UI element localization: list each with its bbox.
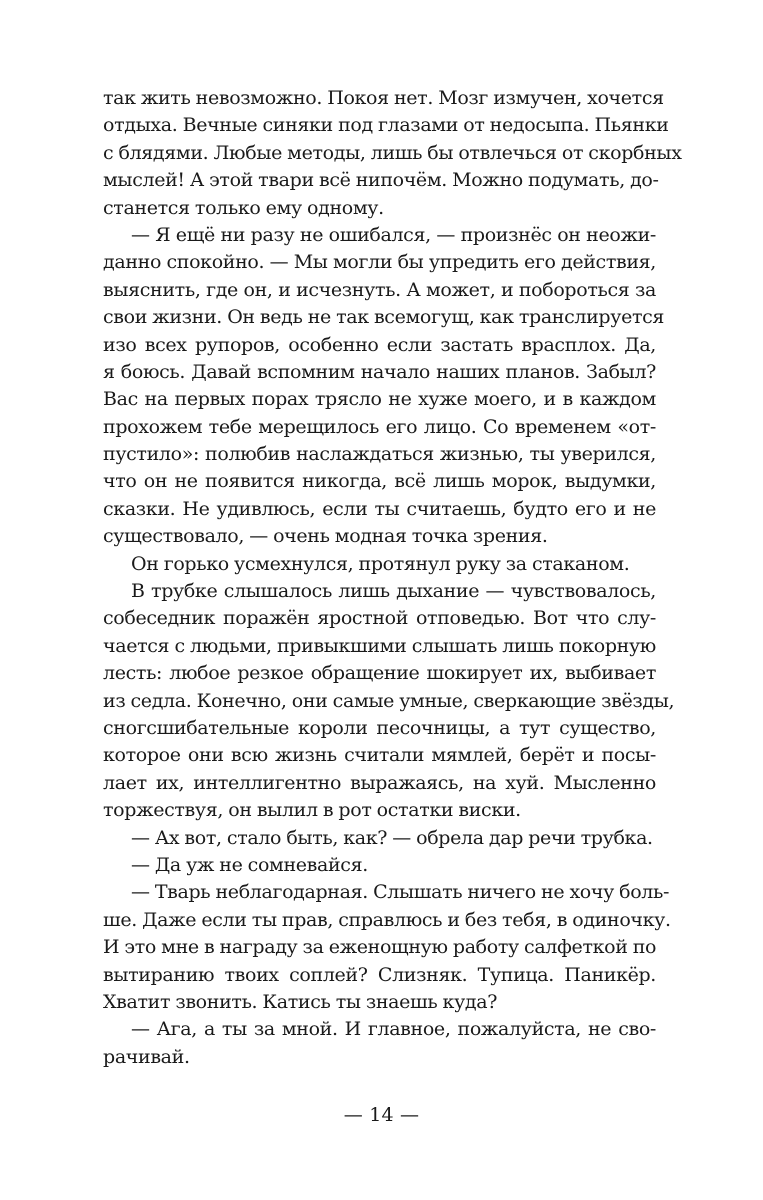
text-line: сногсшибательные короли песочницы, а тут существо,	[103, 716, 656, 739]
text-line: вытиранию твоих соплей? Слизняк. Тупица. Паникёр.	[103, 963, 656, 986]
text-line: — Тварь неблагодарная. Слышать ничего не хочу боль-	[131, 881, 670, 904]
text-line: которое они всю жизнь считали мямлей, берёт и посы-	[103, 744, 656, 767]
text-line: собеседник поражён яростной отповедью. Вот что слу-	[103, 607, 656, 630]
text-line: из седла. Конечно, они самые умные, сверкающие звёзды,	[103, 689, 675, 712]
text-line: лесть: любое резкое обращение шокирует их, выбивает	[103, 662, 656, 685]
text-line: прохожем тебе мерещилось его лицо. Со временем «от-	[103, 415, 656, 438]
text-line: лает их, интеллигентно выражаясь, на хуй. Мысленно	[103, 771, 656, 794]
text-line: сказки. Не удивлюсь, если ты считаешь, будто его и не	[103, 497, 656, 520]
text-line: что он не появится никогда, всё лишь морок, выдумки,	[103, 470, 656, 493]
text-line: данно спокойно. — Мы могли бы упредить его действия,	[103, 251, 656, 274]
text-line: станется только ему одному.	[103, 196, 384, 219]
text-line: чается с людьми, привыкшими слышать лишь покорную	[103, 634, 656, 657]
text-line: торжествуя, он вылил в рот остатки виски.	[103, 799, 521, 822]
text-line: — Ага, а ты за мной. И главное, пожалуйста, не сво-	[131, 1018, 656, 1041]
text-line: с блядями. Любые методы, лишь бы отвлечься от скорбных	[103, 141, 682, 164]
text-line: Хватит звонить. Катись ты знаешь куда?	[103, 990, 498, 1013]
text-line: ше. Даже если ты прав, справлюсь и без тебя, в одиночку.	[103, 908, 671, 931]
text-line: так жить невозможно. Покоя нет. Мозг измучен, хочется	[103, 87, 664, 109]
text-line: рачивай.	[103, 1045, 190, 1068]
text-line: — Я ещё ни разу не ошибался, — произнёс он неожи-	[131, 223, 656, 246]
text-line: отдыха. Вечные синяки под глазами от недосыпа. Пьянки	[103, 114, 669, 137]
text-line: существовало, — очень модная точка зрения.	[103, 525, 548, 548]
body-text	[103, 85, 682, 1071]
text-line: Он горько усмехнулся, протянул руку за стаканом.	[131, 552, 630, 575]
text-line: — Да уж не сомневайся.	[131, 853, 368, 876]
text-line: Вас на первых порах трясло не хуже моего, и в каждом	[103, 388, 656, 411]
text-line: я боюсь. Давай вспомним начало наших планов. Забыл?	[103, 360, 656, 383]
text-line: — Ах вот, стало быть, как? — обрела дар речи трубка.	[131, 826, 653, 849]
text-line: изо всех рупоров, особенно если застать врасплох. Да,	[103, 333, 656, 356]
text-line: В трубке слышалось лишь дыхание — чувствовалось,	[131, 580, 656, 603]
text-line: свои жизни. Он ведь не так всемогущ, как транслируется	[103, 306, 665, 329]
text-line: И это мне в награду за еженощную работу салфеткой по	[103, 936, 657, 959]
text-line: мыслей! А этой твари всё нипочём. Можно подумать, до-	[103, 169, 659, 192]
text-line: выяснить, где он, и исчезнуть. А может, и побороться за	[103, 278, 656, 301]
page-number: — 14 —	[343, 1104, 420, 1126]
text-line: пустило»: полюбив наслаждаться жизнью, ты уверился,	[103, 443, 656, 466]
